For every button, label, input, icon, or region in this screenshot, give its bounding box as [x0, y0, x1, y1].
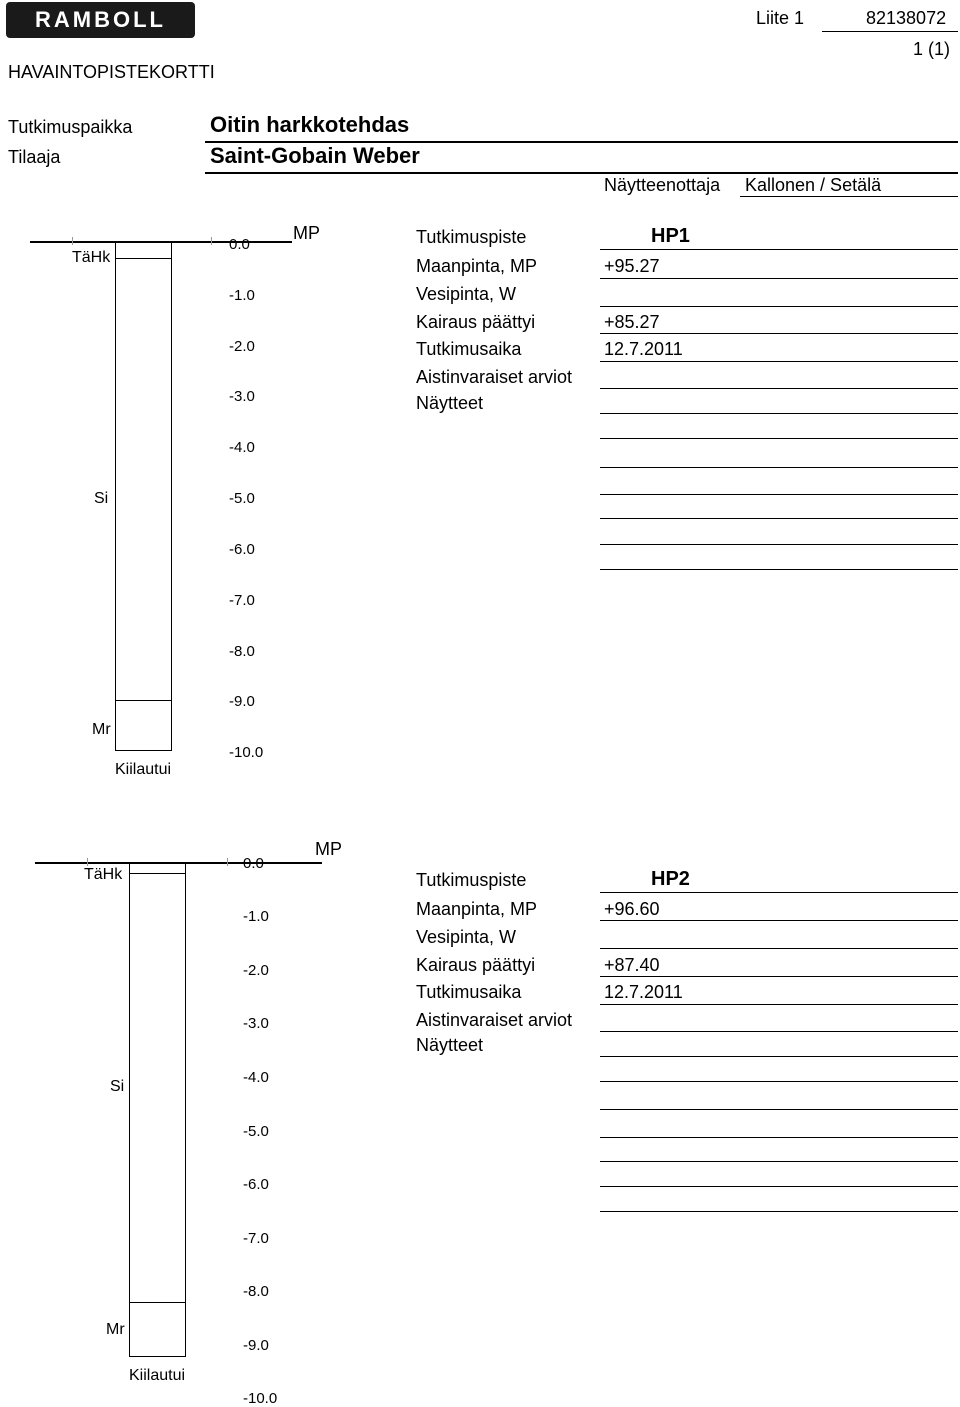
sampler-value: Kallonen / Setälä: [745, 175, 882, 195]
depth-label: -2.0: [243, 962, 269, 979]
soil-layer-label: Mr: [106, 1321, 125, 1338]
layer-boundary: [115, 258, 172, 259]
field-underline: [600, 1109, 958, 1110]
depth-label: -4.0: [229, 439, 255, 456]
card-title: HAVAINTOPISTEKORTTI: [8, 62, 215, 82]
field-underline: [600, 1004, 958, 1005]
field-underline: [600, 1056, 958, 1057]
soil-column: [115, 241, 172, 751]
depth-label: 0.0: [243, 855, 264, 872]
field-underline: [600, 278, 958, 279]
end-value: +87.40: [604, 955, 660, 975]
depth-label: -5.0: [229, 490, 255, 507]
depth-label: -1.0: [229, 287, 255, 304]
end-label: Kairaus päättyi: [416, 312, 536, 332]
ground-label: Maanpinta, MP: [416, 256, 538, 276]
depth-label: -7.0: [243, 1230, 269, 1247]
tick-mark: [227, 858, 228, 866]
point-value: HP1: [651, 225, 690, 247]
water-label: Vesipinta, W: [416, 927, 517, 947]
mp-label: MP: [315, 839, 342, 859]
field-underline: [600, 306, 958, 307]
samples-label: Näytteet: [416, 1035, 484, 1055]
field-underline: [600, 388, 958, 389]
field-underline: [600, 1161, 958, 1162]
depth-label: -6.0: [243, 1176, 269, 1193]
depth-label: -7.0: [229, 592, 255, 609]
project-number: 82138072: [866, 8, 947, 28]
stop-label: Kiilautui: [129, 1367, 186, 1384]
field-underline: [600, 467, 958, 468]
site-value: Oitin harkkotehdas: [210, 112, 410, 137]
soil-layer-label: Si: [110, 1078, 125, 1095]
field-underline: [600, 1186, 958, 1187]
depth-label: -8.0: [229, 643, 255, 660]
field-underline: [600, 413, 958, 414]
field-underline: [600, 1081, 958, 1082]
depth-label: -8.0: [243, 1283, 269, 1300]
soil-column: [129, 862, 186, 1357]
ground-value: +96.60: [604, 899, 660, 919]
site-label: Tutkimuspaikka: [8, 117, 133, 137]
depth-label: -6.0: [229, 541, 255, 558]
depth-label: -5.0: [243, 1123, 269, 1140]
depth-label: -3.0: [243, 1015, 269, 1032]
water-label: Vesipinta, W: [416, 284, 517, 304]
field-underline: [600, 361, 958, 362]
mp-label: MP: [293, 223, 320, 243]
point-label: Tutkimuspiste: [416, 227, 527, 247]
estimates-label: Aistinvaraiset arviot: [416, 367, 573, 387]
soil-layer-label: TäHk: [72, 249, 111, 266]
field-underline: [600, 976, 958, 977]
field-underline: [600, 948, 958, 949]
field-underline: [600, 494, 958, 495]
client-label: Tilaaja: [8, 147, 61, 167]
depth-label: -10.0: [243, 1390, 278, 1407]
layer-boundary: [129, 1302, 186, 1303]
page-number: 1 (1): [913, 39, 951, 59]
samples-label: Näytteet: [416, 393, 484, 413]
end-value: +85.27: [604, 312, 660, 332]
estimates-label: Aistinvaraiset arviot: [416, 1010, 573, 1030]
field-underline: [600, 438, 958, 439]
project-number-underline: [822, 31, 958, 32]
tick-mark: [72, 237, 73, 245]
field-underline: [600, 920, 958, 921]
field-underline: [600, 249, 958, 250]
depth-label: -9.0: [229, 693, 255, 710]
time-label: Tutkimusaika: [416, 339, 522, 359]
depth-label: -9.0: [243, 1337, 269, 1354]
ramboll-logo: RAMBOLL: [6, 2, 195, 38]
point-value: HP2: [651, 868, 690, 890]
depth-label: -1.0: [243, 908, 269, 925]
field-underline: [600, 544, 958, 545]
stop-label: Kiilautui: [115, 761, 172, 778]
layer-boundary: [129, 873, 186, 874]
client-value: Saint-Gobain Weber: [210, 143, 420, 168]
depth-label: -4.0: [243, 1069, 269, 1086]
field-underline: [600, 518, 958, 519]
depth-label: -10.0: [229, 744, 264, 761]
field-underline: [600, 333, 958, 334]
point-label: Tutkimuspiste: [416, 870, 527, 890]
field-underline: [600, 1137, 958, 1138]
soil-layer-label: Si: [94, 490, 109, 507]
appendix-label: Liite 1: [756, 8, 805, 28]
field-underline: [600, 892, 958, 893]
time-label: Tutkimusaika: [416, 982, 522, 1002]
tick-mark: [211, 237, 212, 245]
end-label: Kairaus päättyi: [416, 955, 536, 975]
sampler-label: Näytteenottaja: [604, 175, 721, 195]
tick-mark: [87, 858, 88, 866]
depth-label: 0.0: [229, 236, 250, 253]
time-value: 12.7.2011: [604, 982, 683, 1002]
field-underline: [600, 1031, 958, 1032]
ground-value: +95.27: [604, 256, 660, 276]
client-underline: [205, 172, 958, 174]
depth-label: -2.0: [229, 338, 255, 355]
ground-label: Maanpinta, MP: [416, 899, 538, 919]
depth-label: -3.0: [229, 388, 255, 405]
layer-boundary: [115, 700, 172, 701]
soil-layer-label: TäHk: [84, 866, 123, 883]
soil-layer-label: Mr: [92, 721, 111, 738]
time-value: 12.7.2011: [604, 339, 683, 359]
sampler-underline: [740, 196, 958, 197]
field-underline: [600, 569, 958, 570]
field-underline: [600, 1211, 958, 1212]
